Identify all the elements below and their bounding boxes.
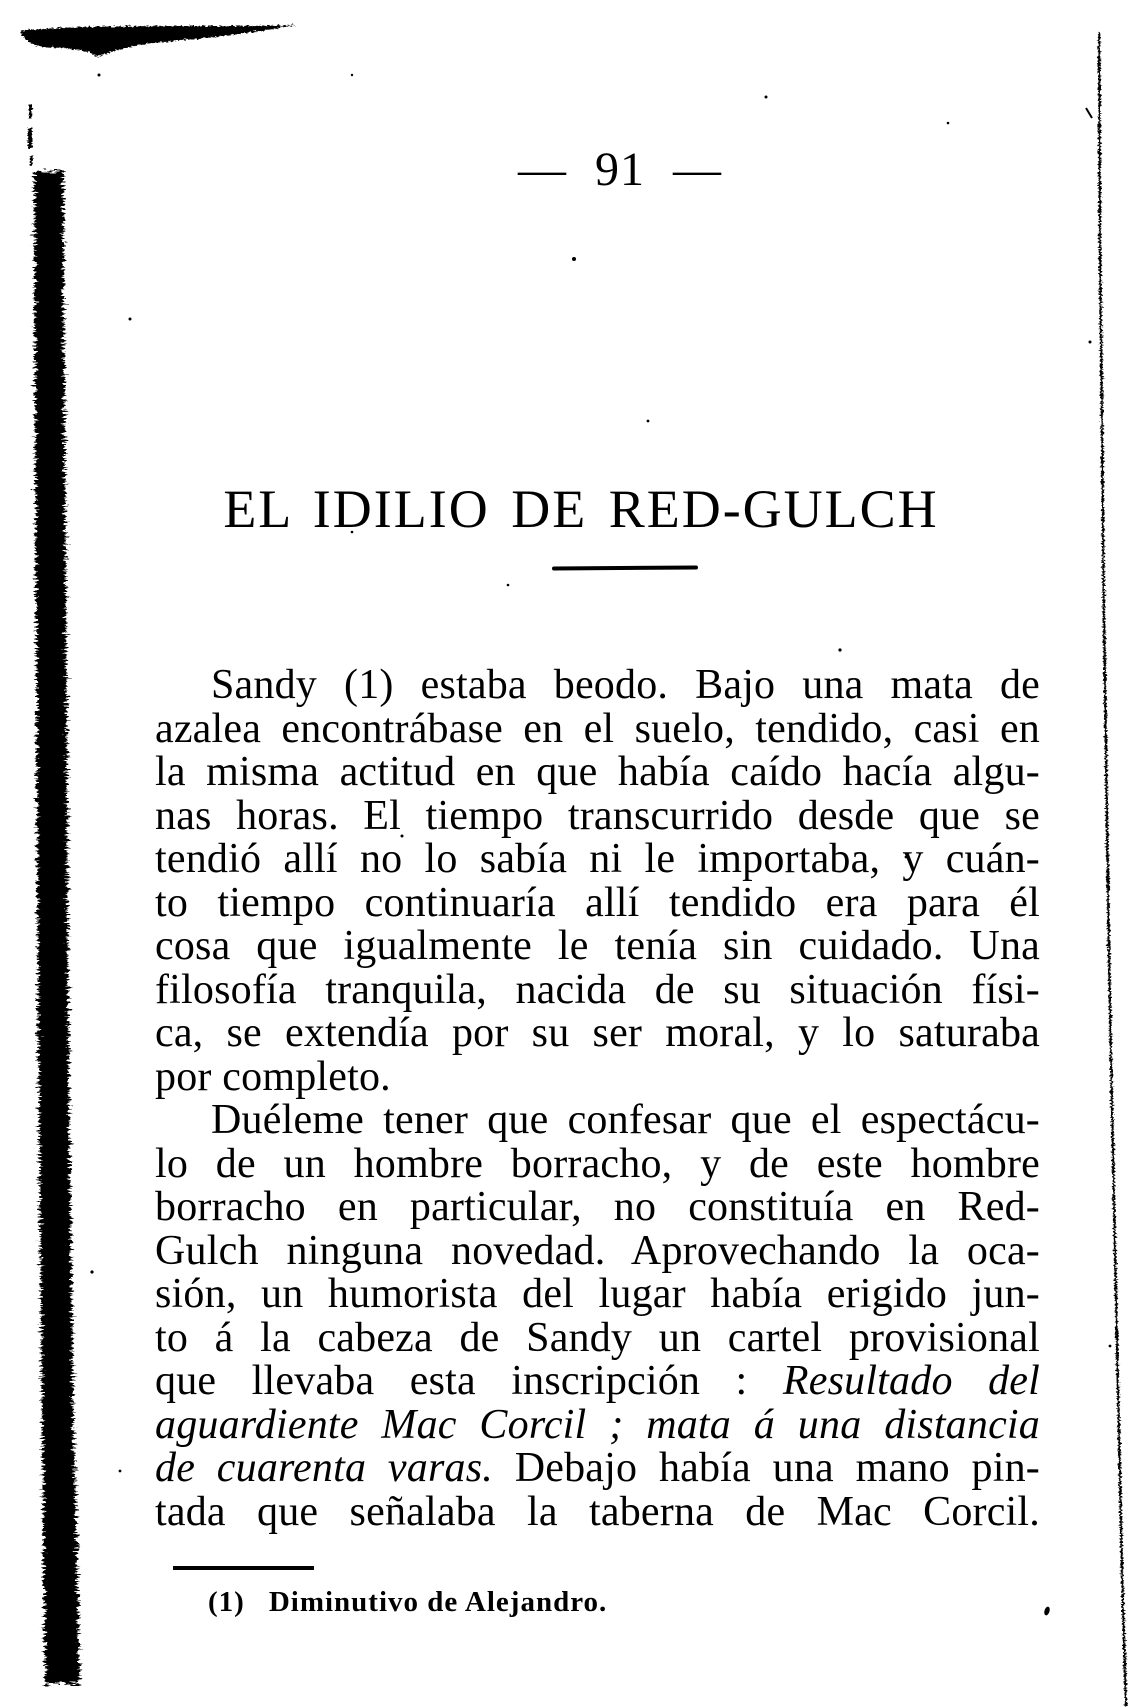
text-line xyxy=(155,792,1040,839)
footnote-marker: (1) xyxy=(208,1586,245,1618)
text-line xyxy=(155,1140,1040,1187)
text-line xyxy=(155,1360,1040,1404)
text-line xyxy=(155,1012,1040,1056)
text-segment: cosa que igualmente le tenía sin cuidado. Una xyxy=(155,923,1040,969)
text-line xyxy=(155,1314,1040,1361)
text-segment: que llevaba esta inscripción : xyxy=(155,1358,783,1404)
chapter-title: EL IDILIO DE RED-GULCH xyxy=(223,479,939,539)
text-segment: la misma actitud en que había caído hacía algu- xyxy=(155,749,1040,795)
text-line xyxy=(155,705,1040,752)
text-line xyxy=(155,879,1040,926)
text-line xyxy=(155,1488,1040,1535)
body-text xyxy=(155,664,1040,1534)
text-line xyxy=(155,966,1040,1013)
text-segment-italic: aguardiente Mac Corcil ; mata á una distancia xyxy=(155,1401,1040,1448)
text-line xyxy=(155,1401,1040,1448)
page-number: — 91 — xyxy=(518,143,722,196)
text-segment: Sandy (1) estaba beodo. Bajo una mata de xyxy=(211,662,1040,708)
text-segment: ca, se extendía por su ser moral, y lo saturaba xyxy=(155,1010,1040,1056)
footnote xyxy=(208,1586,607,1619)
text-line xyxy=(155,751,1040,795)
text-segment: sión, un humorista del lugar había erigido jun- xyxy=(155,1271,1040,1317)
text-segment-italic: Resultado del xyxy=(782,1358,1040,1404)
text-segment: nas horas. El tiempo transcurrido desde que se xyxy=(155,792,1040,839)
text-line xyxy=(155,838,1040,882)
text-segment: Gulch ninguna novedad. Aprovechando la oca- xyxy=(155,1227,1040,1274)
text-line xyxy=(155,925,1040,969)
text-segment: Debajo había una mano pin- xyxy=(492,1445,1040,1491)
text-line xyxy=(155,1053,1040,1100)
text-segment-italic: de cuarenta varas. xyxy=(155,1445,493,1491)
text-line xyxy=(155,1186,1040,1230)
text-segment: por completo. xyxy=(155,1053,391,1100)
text-segment: tada que señalaba la taberna de Mac Corcil. xyxy=(155,1488,1040,1535)
text-line xyxy=(155,1227,1040,1274)
text-line xyxy=(155,1273,1040,1317)
text-segment: azalea encontrábase en el suelo, tendido, casi en xyxy=(155,705,1040,752)
text-segment: to tiempo continuaría allí tendido era para él xyxy=(155,879,1040,926)
text-segment: filosofía tranquila, nacida de su situación físi- xyxy=(155,966,1040,1013)
text-segment: to á la cabeza de Sandy un cartel provisional xyxy=(155,1314,1040,1361)
text-segment: lo de un hombre borracho, y de este hombre xyxy=(155,1140,1040,1187)
title-divider-rule xyxy=(552,565,698,570)
text-line xyxy=(155,664,1040,708)
text-segment: Duéleme tener que confesar que el espectácu- xyxy=(211,1097,1040,1143)
text-segment: tendió allí no lo sabía ni le importaba, y cuán- xyxy=(155,836,1040,882)
text-line xyxy=(155,1447,1040,1491)
footnote-text: Diminutivo de Alejandro. xyxy=(268,1586,608,1618)
footnote-separator-rule xyxy=(173,1566,314,1570)
text-segment: borracho en particular, no constituía en Red- xyxy=(155,1184,1040,1230)
text-line xyxy=(155,1099,1040,1143)
